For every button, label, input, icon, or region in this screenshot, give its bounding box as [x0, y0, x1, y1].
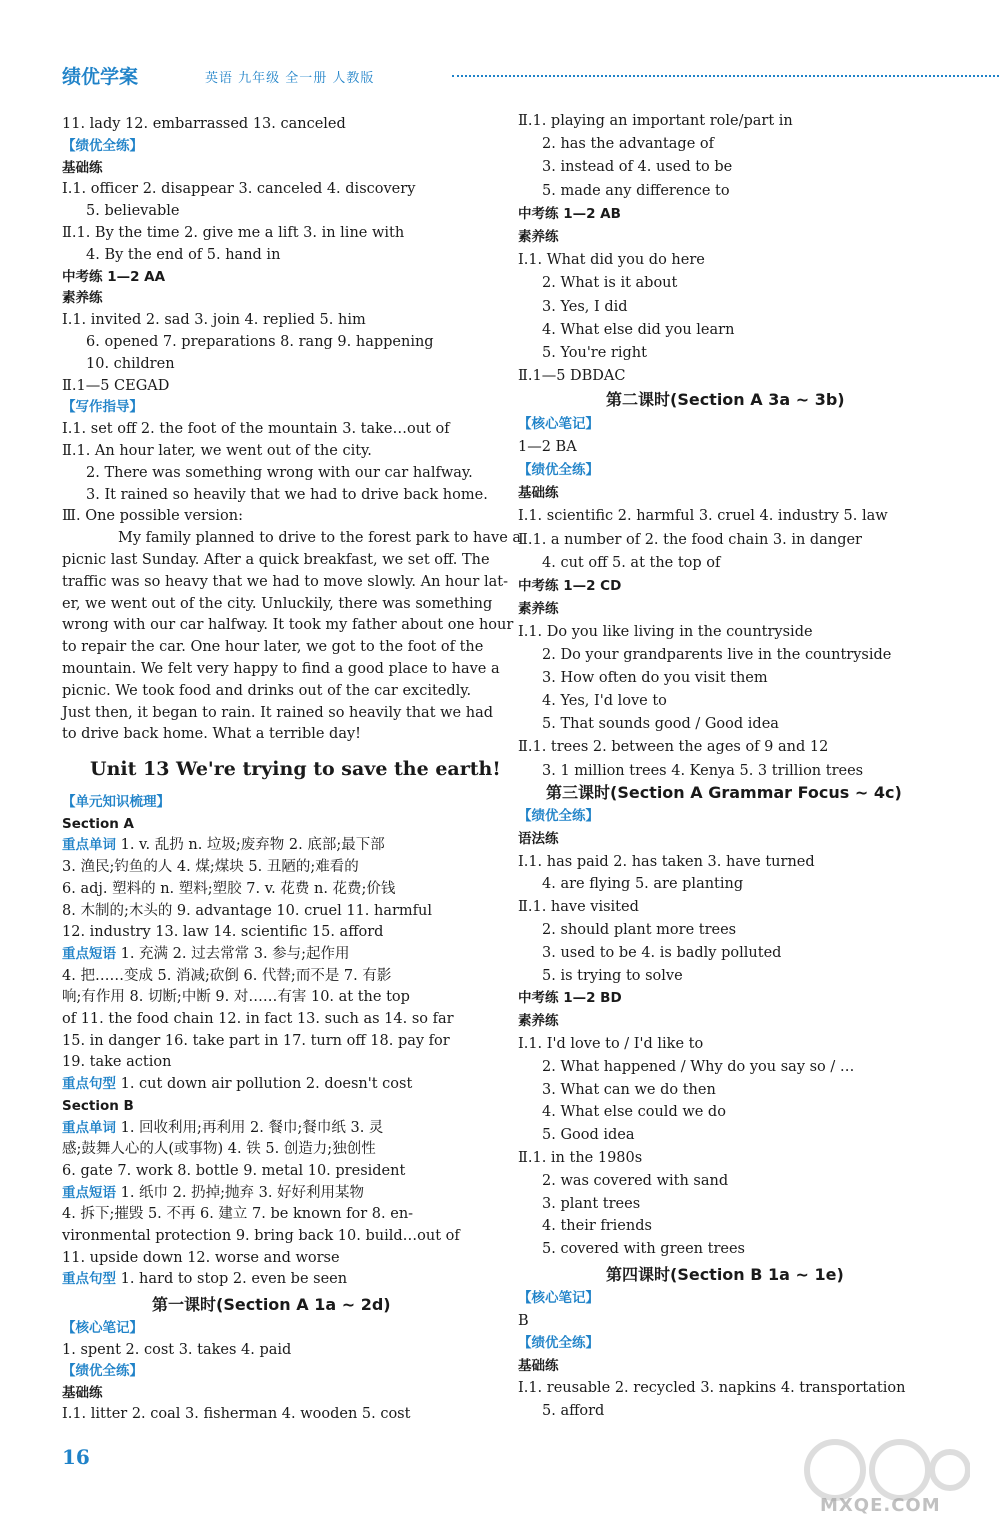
- right4-line: 5. afford: [542, 1403, 605, 1419]
- right3-line: Ⅱ.1. in the 1980s: [518, 1150, 643, 1166]
- right-line: 2. has the advantage of: [542, 136, 714, 152]
- left2-line: 重点短语 1. 充满 2. 过去常常 3. 参与;起作用: [62, 946, 350, 962]
- page-header: [62, 60, 952, 90]
- left-line: Ⅰ.1. set off 2. the foot of the mountain 3. take…out of: [62, 421, 450, 437]
- right-line: Ⅱ.1. playing an important role/part in: [518, 113, 793, 129]
- left-line: Just then, it began to rain. It rained so heavily that we had: [62, 705, 493, 721]
- left2-line: vironmental protection 9. bring back 10. build…out of: [62, 1228, 460, 1244]
- right3-line: 素养练: [518, 1013, 559, 1029]
- right2-line: 1—2 BA: [518, 439, 577, 455]
- right2-line: 4. cut off 5. at the top of: [542, 555, 721, 571]
- right-line: 2. What is it about: [542, 275, 678, 291]
- left3-line: 基础练: [62, 1385, 103, 1401]
- left-line: 基础练: [62, 160, 103, 176]
- left2-line: 3. 渔民;钓鱼的人 4. 煤;煤块 5. 丑陋的;难看的: [62, 859, 359, 875]
- right2-line: Ⅰ.1. scientific 2. harmful 3. cruel 4. industry 5. law: [518, 508, 888, 524]
- left-line: to drive back home. What a terrible day!: [62, 726, 361, 742]
- left-line: 4. By the end of 5. hand in: [86, 247, 281, 263]
- right2-line: 2. Do your grandparents live in the countryside: [542, 647, 892, 663]
- left3-line: 【绩优全练】: [62, 1363, 143, 1379]
- left-line: 11. lady 12. embarrassed 13. canceled: [62, 116, 346, 132]
- key-label: 重点单词: [62, 837, 116, 853]
- right3-line: Ⅰ.1. I'd love to / I'd like to: [518, 1036, 704, 1052]
- right4-line: B: [518, 1313, 529, 1329]
- section-title-lesson-4: 第四课时(Section B 1a ~ 1e): [606, 1265, 844, 1284]
- key-label: 重点句型: [62, 1271, 116, 1287]
- left2-line: 8. 木制的;木头的 9. advantage 10. cruel 11. harmful: [62, 903, 432, 919]
- left2-line: 重点单词 1. 回收利用;再利用 2. 餐巾;餐巾纸 3. 灵: [62, 1120, 384, 1136]
- right4-line: 【绩优全练】: [518, 1335, 599, 1351]
- right3-line: 3. used to be 4. is badly polluted: [542, 945, 782, 961]
- left-line: Ⅰ.1. officer 2. disappear 3. canceled 4. discovery: [62, 181, 416, 197]
- right3-line: 2. What happened / Why do you say so / …: [542, 1059, 855, 1075]
- left-line: wrong with our car halfway. It took my father about one hour: [62, 617, 514, 633]
- section-title-lesson-3: 第三课时(Section A Grammar Focus ~ 4c): [546, 783, 902, 802]
- right3-line: 3. What can we do then: [542, 1082, 716, 1098]
- left-line: picnic last Sunday. After a quick breakfast, we set off. The: [62, 552, 490, 568]
- key-label: 重点短语: [62, 1185, 116, 1201]
- right2-line: 3. How often do you visit them: [542, 670, 768, 686]
- left-line: 中考练 1—2 AA: [62, 269, 166, 285]
- left2-line: 重点句型 1. hard to stop 2. even be seen: [62, 1271, 348, 1287]
- right-line: 5. made any difference to: [542, 183, 730, 199]
- key-label: 重点短语: [62, 946, 116, 962]
- left-line: mountain. We felt very happy to find a good place to have a: [62, 661, 500, 677]
- left-line: traffic was so heavy that we had to move slowly. An hour lat-: [62, 574, 508, 590]
- left2-line: 11. upside down 12. worse and worse: [62, 1250, 340, 1266]
- right-line: 素养练: [518, 229, 559, 245]
- right3-line: 2. should plant more trees: [542, 922, 737, 938]
- right2-line: Ⅰ.1. Do you like living in the countryside: [518, 624, 813, 640]
- left2-line: 【单元知识梳理】: [62, 794, 170, 810]
- left2-line: 4. 拆下;摧毁 5. 不再 6. 建立 7. be known for 8. en-: [62, 1206, 414, 1222]
- right-line: 3. instead of 4. used to be: [542, 159, 733, 175]
- left2-line: 感;鼓舞人心的人(或事物) 4. 铁 5. 创造力;独创性: [62, 1141, 376, 1157]
- right2-line: 【核心笔记】: [518, 416, 599, 432]
- right-line: 中考练 1—2 AB: [518, 206, 621, 222]
- book-subtitle: 英语 九年级 全一册 人教版: [205, 71, 375, 86]
- right-line: 4. What else did you learn: [542, 322, 735, 338]
- right3-line: 5. Good idea: [542, 1127, 635, 1143]
- left2-line: 重点单词 1. v. 乱扔 n. 垃圾;废弃物 2. 底部;最下部: [62, 837, 385, 853]
- left2-line: 15. in danger 16. take part in 17. turn off 18. pay for: [62, 1033, 450, 1049]
- right2-line: 5. That sounds good / Good idea: [542, 716, 779, 732]
- right2-line: 【绩优全练】: [518, 462, 599, 478]
- left2-line: of 11. the food chain 12. in fact 13. such as 14. so far: [62, 1011, 454, 1027]
- left2-line: Section B: [62, 1098, 134, 1114]
- right3-line: 5. is trying to solve: [542, 968, 683, 984]
- right4-line: Ⅰ.1. reusable 2. recycled 3. napkins 4. transportation: [518, 1380, 906, 1396]
- right-line: 3. Yes, I did: [542, 299, 628, 315]
- right3-line: 语法练: [518, 831, 559, 847]
- right2-line: Ⅱ.1. a number of 2. the food chain 3. in danger: [518, 532, 862, 548]
- right2-line: 基础练: [518, 485, 559, 501]
- left2-line: 6. gate 7. work 8. bottle 9. metal 10. president: [62, 1163, 406, 1179]
- right3-line: 中考练 1—2 BD: [518, 990, 622, 1006]
- right4-line: 基础练: [518, 1358, 559, 1374]
- right3-line: 4. their friends: [542, 1218, 652, 1234]
- left2-line: 12. industry 13. law 14. scientific 15. afford: [62, 924, 384, 940]
- section-title-lesson-2: 第二课时(Section A 3a ~ 3b): [606, 390, 845, 409]
- unit-title: Unit 13 We're trying to save the earth!: [90, 758, 501, 780]
- left-line: Ⅱ.1—5 CEGAD: [62, 378, 170, 394]
- left-line: 6. opened 7. preparations 8. rang 9. happening: [86, 334, 434, 350]
- brand-logo: 绩优学案: [62, 66, 139, 88]
- header-dotted-rule: [452, 75, 1000, 77]
- left3-line: 【核心笔记】: [62, 1320, 143, 1336]
- left-line: Ⅰ.1. invited 2. sad 3. join 4. replied 5. him: [62, 312, 366, 328]
- right3-line: Ⅰ.1. has paid 2. has taken 3. have turned: [518, 854, 815, 870]
- right2-line: 3. 1 million trees 4. Kenya 5. 3 trillion trees: [542, 763, 864, 779]
- left2-line: 重点句型 1. cut down air pollution 2. doesn't cost: [62, 1076, 413, 1092]
- right3-line: 3. plant trees: [542, 1196, 641, 1212]
- right-line: 5. You're right: [542, 345, 647, 361]
- right3-line: 5. covered with green trees: [542, 1241, 745, 1257]
- right3-line: 2. was covered with sand: [542, 1173, 729, 1189]
- left-line: to repair the car. One hour later, we got to the foot of the: [62, 639, 484, 655]
- left-line: 2. There was something wrong with our car halfway.: [86, 465, 473, 481]
- section-title-lesson-1: 第一课时(Section A 1a ~ 2d): [152, 1295, 391, 1314]
- right4-line: 【核心笔记】: [518, 1290, 599, 1306]
- left-line: er, we went out of the city. Unluckily, there was something: [62, 596, 493, 612]
- left-line: Ⅱ.1. By the time 2. give me a lift 3. in line with: [62, 225, 405, 241]
- right3-line: Ⅱ.1. have visited: [518, 899, 639, 915]
- left-line: 【绩优全练】: [62, 138, 143, 154]
- left2-line: 19. take action: [62, 1054, 172, 1070]
- right2-line: 4. Yes, I'd love to: [542, 693, 667, 709]
- key-label: 重点句型: [62, 1076, 116, 1092]
- left2-line: 重点短语 1. 纸巾 2. 扔掉;抛弃 3. 好好利用某物: [62, 1185, 365, 1201]
- left2-line: 4. 把……变成 5. 消减;砍倒 6. 代替;而不是 7. 有影: [62, 968, 392, 984]
- left-line: 3. It rained so heavily that we had to drive back home.: [86, 487, 488, 503]
- left3-line: Ⅰ.1. litter 2. coal 3. fisherman 4. wooden 5. cost: [62, 1406, 411, 1422]
- right3-line: 4. What else could we do: [542, 1104, 726, 1120]
- left-line: picnic. We took food and drinks out of the car excitedly.: [62, 683, 472, 699]
- left-line: Ⅱ.1. An hour later, we went out of the city.: [62, 443, 372, 459]
- page-number: 16: [62, 1445, 90, 1469]
- right-line: Ⅰ.1. What did you do here: [518, 252, 705, 268]
- left3-line: 1. spent 2. cost 3. takes 4. paid: [62, 1342, 292, 1358]
- left-line: 10. children: [86, 356, 175, 372]
- right3-line: 4. are flying 5. are planting: [542, 876, 744, 892]
- right2-line: 素养练: [518, 601, 559, 617]
- left-line: Ⅲ. One possible version:: [62, 508, 243, 524]
- key-label: 重点单词: [62, 1120, 116, 1136]
- left-line: 5. believable: [86, 203, 180, 219]
- right3-line: 【绩优全练】: [518, 808, 599, 824]
- left2-line: 6. adj. 塑料的 n. 塑料;塑胶 7. v. 花费 n. 花费;价钱: [62, 881, 396, 897]
- left-line: My family planned to drive to the forest park to have a: [118, 530, 522, 546]
- left2-line: 响;有作用 8. 切断;中断 9. 对……有害 10. at the top: [62, 989, 410, 1005]
- right-line: Ⅱ.1—5 DBDAC: [518, 368, 626, 384]
- left2-line: Section A: [62, 816, 134, 832]
- right2-line: Ⅱ.1. trees 2. between the ages of 9 and 12: [518, 739, 829, 755]
- watermark-text: MXQE.COM: [820, 1495, 941, 1516]
- right2-line: 中考练 1—2 CD: [518, 578, 622, 594]
- left-line: 素养练: [62, 290, 103, 306]
- left-line: 【写作指导】: [62, 399, 143, 415]
